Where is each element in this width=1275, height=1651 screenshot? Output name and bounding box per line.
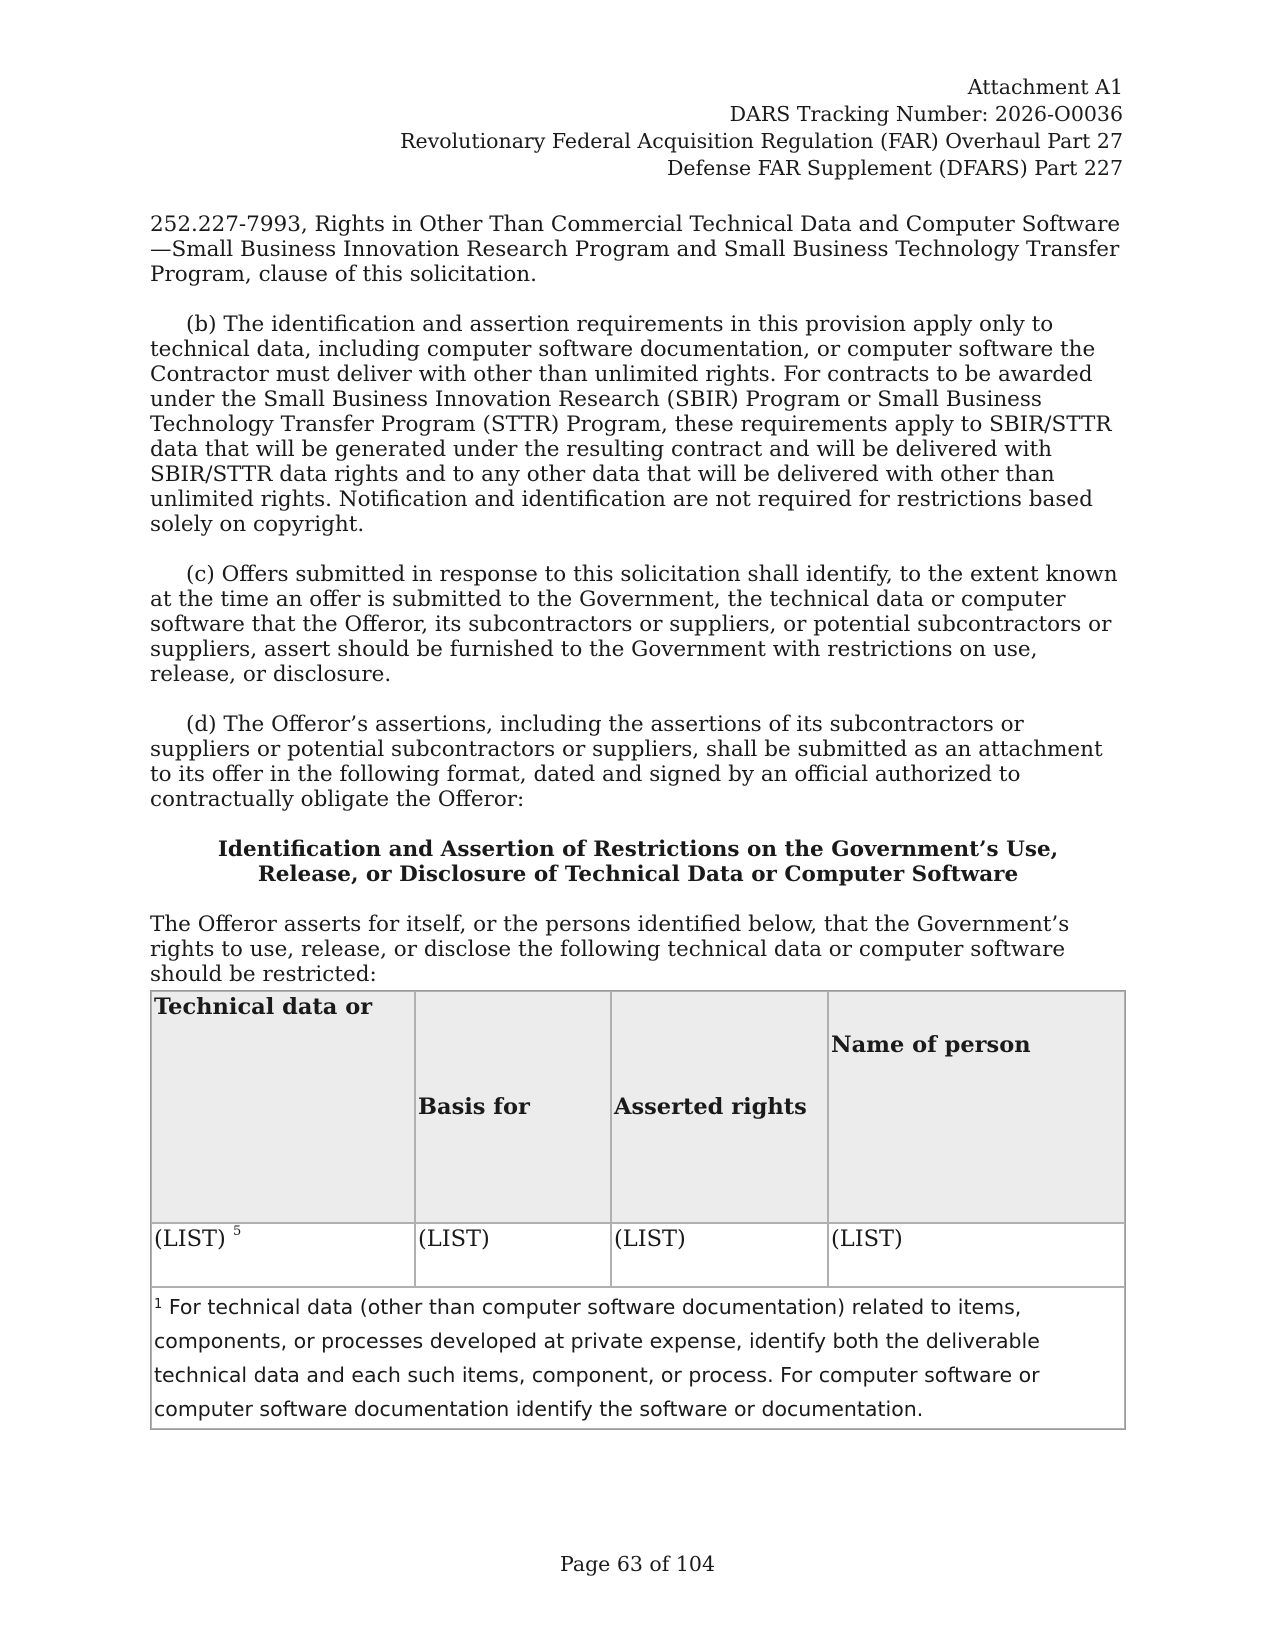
assertion-heading-line2: Release, or Disclosure of Technical Data or Computer Software (257, 862, 1019, 887)
header-name-of-person: Name of person (828, 991, 1125, 1223)
document-body (150, 212, 1126, 1012)
cell-technical-data (151, 1223, 415, 1287)
header-dfars-part: Defense FAR Supplement (DFARS) Part 227 (666, 156, 1123, 180)
paragraph-b: (b) The identification and assertion requirements in this provision apply only to technical data, including computer software documentation, or computer software the Contractor must deliver with other than unlimited rights. For contracts to be awarded under the Small Business Innovation Research (SBIR) Program or Small Business Technology Transfer Program (STTR) Program, these requirements apply to SBIR/STTR data that will be generated under the resulting contract and will be delivered with SBIR/STTR data rights and to any other data that will be delivered with other than unlimited rights. Notification and identification are not required for restrictions based solely on copyright. (150, 312, 1112, 537)
header-asserted-rights: Asserted rights (611, 991, 828, 1223)
header-basis-for: Basis for (415, 991, 611, 1223)
footnote-marker: 1 (154, 1297, 163, 1312)
footnote-row (151, 1287, 1125, 1429)
assertion-intro: The Offeror asserts for itself, or the persons identified below, that the Government’s rights to use, release, or disclose the following technical data or computer software should be restricted: (150, 912, 1070, 987)
cell-basis-for: (LIST) (415, 1223, 611, 1287)
header-far-part: Revolutionary Federal Acquisition Regulation (FAR) Overhaul Part 27 (400, 129, 1123, 153)
paragraph-continuation: 252.227-7993, Rights in Other Than Commercial Technical Data and Computer Software—Small Business Innovation Research Program and Small Business Technology Transfer Program, clause of this solicitation. (150, 212, 1121, 287)
cell-technical-data-text: (LIST) (154, 1226, 226, 1252)
paragraph-c: (c) Offers submitted in response to this solicitation shall identify, to the extent known at the time an offer is submitted to the Government, the technical data or computer software that the Offeror, its subcontractors or suppliers, or potential subcontractors or suppliers, assert should be furnished to the Government with restrictions on use, release, or disclosure. (150, 562, 1118, 687)
page-number: Page 63 of 104 (559, 1552, 716, 1576)
assertion-heading (150, 837, 1126, 887)
paragraph-d: (d) The Offeror’s assertions, including the assertions of its subcontractors or suppliers or potential subcontractors or suppliers, shall be submitted as an attachment to its offer in the following format, dated and signed by an official authorized to contractually obligate the Offeror: (150, 712, 1103, 812)
cell-asserted-rights: (LIST) (611, 1223, 828, 1287)
footnote-ref: 5 (232, 1224, 242, 1239)
assertions-table (150, 990, 1126, 1430)
header-technical-data: Technical data or (151, 991, 415, 1223)
footnote-cell (151, 1287, 1125, 1429)
table-row (151, 1223, 1125, 1287)
header-tracking-number: DARS Tracking Number: 2026-O0036 (729, 102, 1123, 126)
cell-name-of-person: (LIST) (828, 1223, 1125, 1287)
assertion-heading-line1: Identification and Assertion of Restrictions on the Government’s Use, (217, 837, 1059, 862)
footnote-text: For technical data (other than computer software documentation) related to items, components, or processes developed at private expense, identify both the deliverable technical data and each such items, component, or process. For computer software or computer software documentation identify the software or documentation. (154, 1295, 1040, 1421)
header-attachment: Attachment A1 (967, 75, 1123, 99)
page-header (400, 74, 1123, 182)
table-header-row (151, 991, 1125, 1223)
